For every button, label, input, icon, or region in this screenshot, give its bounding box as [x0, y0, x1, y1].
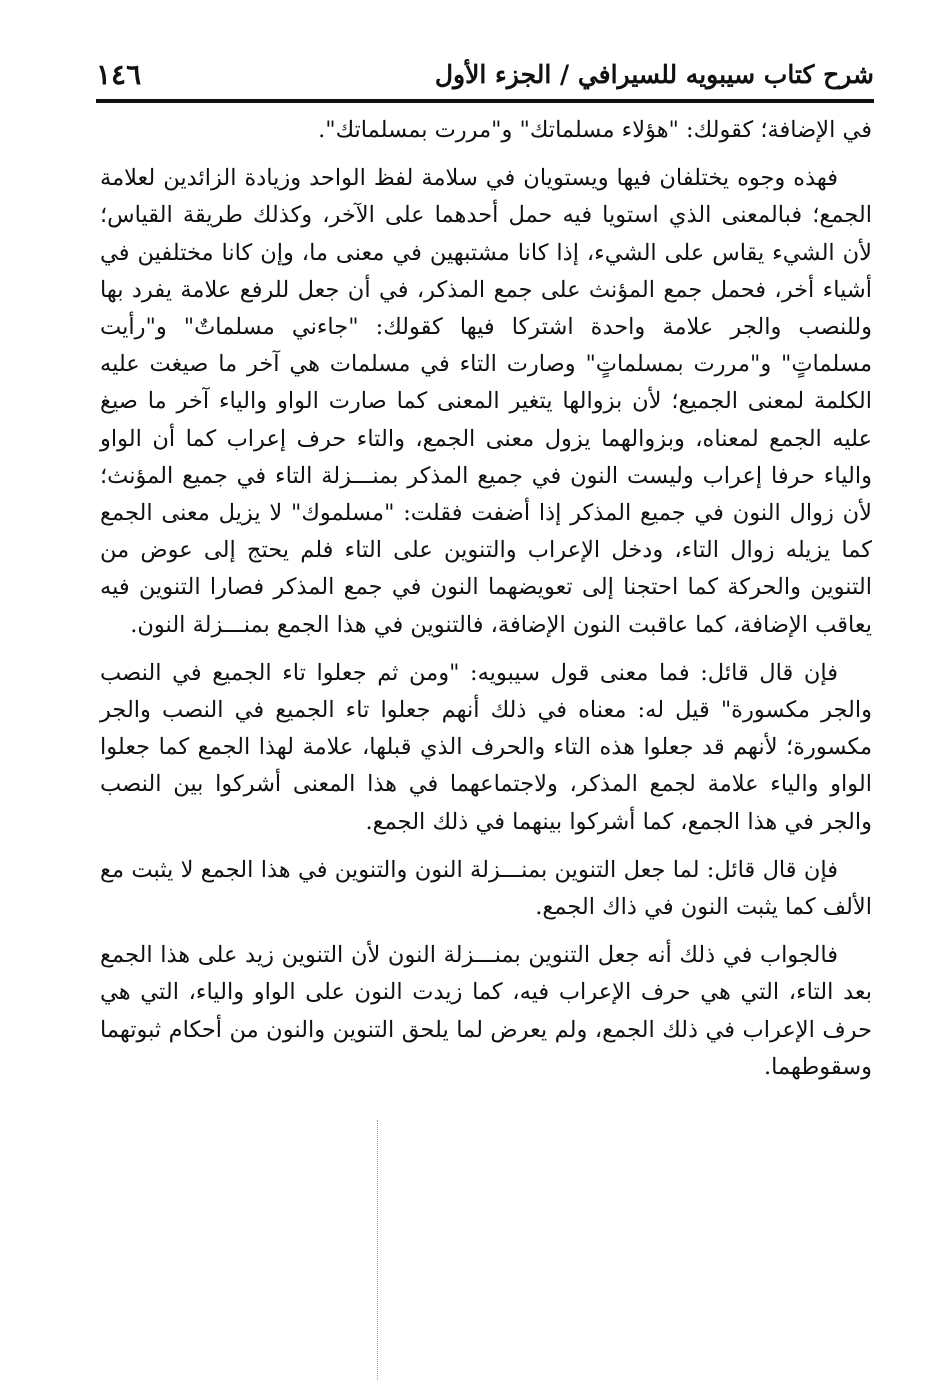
page-body: [100, 112, 872, 1097]
paragraph: فهذه وجوه يختلفان فيها ويستويان في سلامة لفظ الواحد وزيادة الزائدين لعلامة الجمع؛ فبالمعنى الذي استويا فيه حمل أحدهما على الآخر، وكذلك طريقة القياس؛ لأن الشيء يقاس على الشيء، إذا كانا مشتبهين في معنى ما، وإن كانا مختلفين في أشياء أخر، فحمل جمع المؤنث على جمع المذكر، في أن جعل للرفع علامة يفرد بها وللنصب والجر علامة واحدة اشتركا فيها كقولك: "جاءني مسلماتٌ" و"رأيت مسلماتٍ" و"مررت بمسلماتٍ" وصارت التاء في مسلمات هي آخر ما صيغت عليه الكلمة لمعنى الجميع؛ لأن بزوالها يتغير المعنى كما صارت الواو والياء آخر ما صيغ عليه الجمع لمعناه، وبزوالهما يزول معنى الجمع، والتاء حرف إعراب كما أن الواو والياء حرفا إعراب وليست النون في جميع المذكر بمنـــزلة التاء في جميع المؤنث؛ لأن زوال النون في جميع المذكر إذا أضفت فقلت: "مسلموك" لا يزيل معنى الجمع كما يزيله زوال التاء، ودخل الإعراب والتنوين على التاء فلم يحتج إلى عوض من التنوين والحركة كما احتجنا إلى تعويضهما النون في جمع المذكر فصارا التنوين فيه يعاقب الإضافة، كما عاقبت النون الإضافة، فالتنوين في هذا الجمع بمنـــزلة النون.: [100, 165, 872, 638]
header-rule: [96, 99, 874, 103]
paragraph: فالجواب في ذلك أنه جعل التنوين بمنـــزلة النون لأن التنوين زيد على هذا الجمع بعد التاء، التي هي حرف الإعراب فيه، كما زيدت النون على الواو والياء، التي هي حرف الإعراب في ذلك الجمع، ولم يعرض لما يلحق التنوين والنون من أحكام ثبوتهما وسقوطهما.: [100, 942, 872, 1080]
running-header: [96, 52, 874, 96]
scan-artifact-line: [377, 1120, 378, 1380]
paragraph: فإن قال قائل: لما جعل التنوين بمنـــزلة النون والتنوين في هذا الجمع لا يثبت مع الألف كما يثبت النون في ذاك الجمع.: [100, 856, 872, 921]
paragraph: في الإضافة؛ كقولك: "هؤلاء مسلماتك" و"مررت بمسلماتك".: [318, 117, 872, 143]
header-title: شرح كتاب سيبويه للسيرافي / الجزء الأول: [434, 59, 874, 89]
paragraph: فإن قال قائل: فما معنى قول سيبويه: "ومن ثم جعلوا تاء الجميع في النصب والجر مكسورة" قيل له: معناه في ذلك أنهم جعلوا تاء الجميع في النصب والجر مكسورة؛ لأنهم قد جعلوا هذه التاء والحرف الذي قبلها، علامة لهذا الجمع كما جعلوا الواو والياء علامة لجمع المذكر، ولاجتماعهما في هذا المعنى أشركوا بين النصب والجر في هذا الجمع، كما أشركوا بينهما في ذلك الجمع.: [100, 659, 872, 835]
page-number: ١٤٦: [96, 57, 142, 91]
